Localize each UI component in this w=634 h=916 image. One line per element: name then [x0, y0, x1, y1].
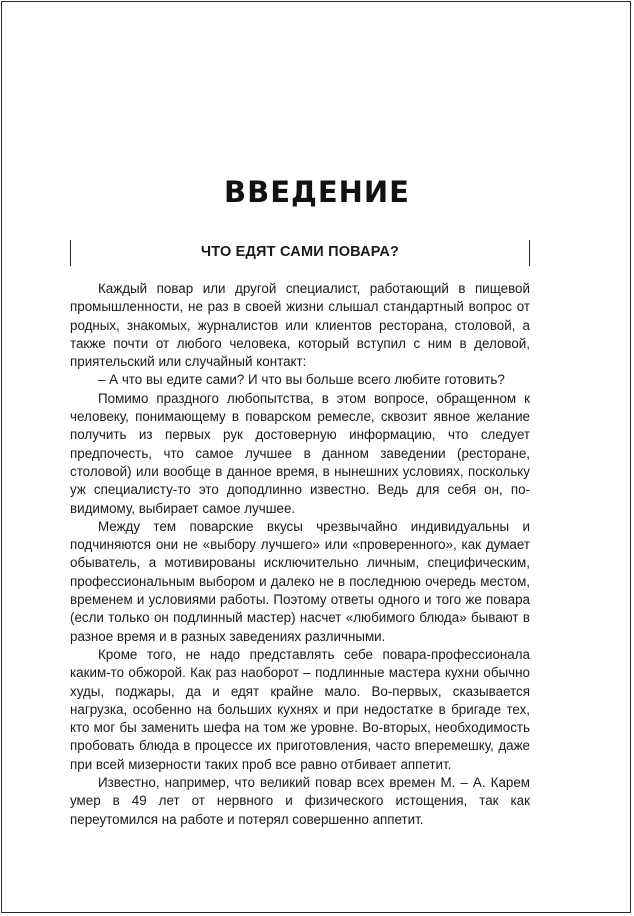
section-right-rule: [529, 240, 530, 266]
paragraph: – А что вы едите сами? И что вы больше всего любите готовить?: [98, 372, 505, 388]
section-heading: ЧТО ЕДЯТ САМИ ПОВАРА?: [200, 244, 400, 260]
paragraph: Помимо праздного любопытства, в этом вопросе, обращенном к человеку, понимающему в поварском ремесле, сквозит явное желание получить из первых рук достоверную информацию, что следует предпочесть, что самое лучшее в данном заведении (ресторане, столовой) или вообще в данное время, в нынешних условиях, поскольку уж специалисту-то это доподлинно известно. Ведь для себя он, по-видимому, выбирает самое лучшее.: [70, 390, 530, 516]
paragraph: Между тем поварские вкусы чрезвычайно индивидуальны и подчиняются они не «выбору лучшего» или «проверенного», как думает обыватель, а мотивированы исключительно личным, специфическим, профессиональным выбором и далеко не в последнюю очередь местом, временем и условиями работы. Поэтому ответы одного и того же повара (если только он подлинный мастер) насчет «любимого блюда» бывают в разное время и в разных заведениях различными.: [70, 518, 530, 644]
section-header: [70, 240, 530, 266]
paragraph: Каждый повар или другой специалист, работающий в пищевой промышленности, не раз в своей жизни слышал стандартный вопрос от родных, знакомых, журналистов или клиентов ресторана, столовой, а также почти от любого человека, который вступил с ним в деловой, приятельский или случайный контакт:: [70, 281, 530, 370]
chapter-title: ВВЕДЕНИЕ: [223, 175, 410, 209]
paragraph: Известно, например, что великий повар всех времен М. – А. Карем умер в 49 лет от нервного и физического истощения, так как переутомился на работе и потерял совершенно аппетит.: [70, 775, 530, 827]
paragraph: Кроме того, не надо представлять себе повара-профессионала каким-то обжорой. Как раз наоборот – подлинные мастера кухни обычно худы, поджары, да и едят крайне мало. Во-первых, сказывается нагрузка, особенно на больших кухнях и при недостатке в бригаде тех, кто мог бы заменить шефа на том же уровне. Во-вторых, необходимость пробовать блюда в процессе их приготовления, часто вперемешку, даже при всей мизерности таких проб все равно отбивает аппетит.: [70, 646, 530, 772]
body-text: [70, 280, 530, 829]
